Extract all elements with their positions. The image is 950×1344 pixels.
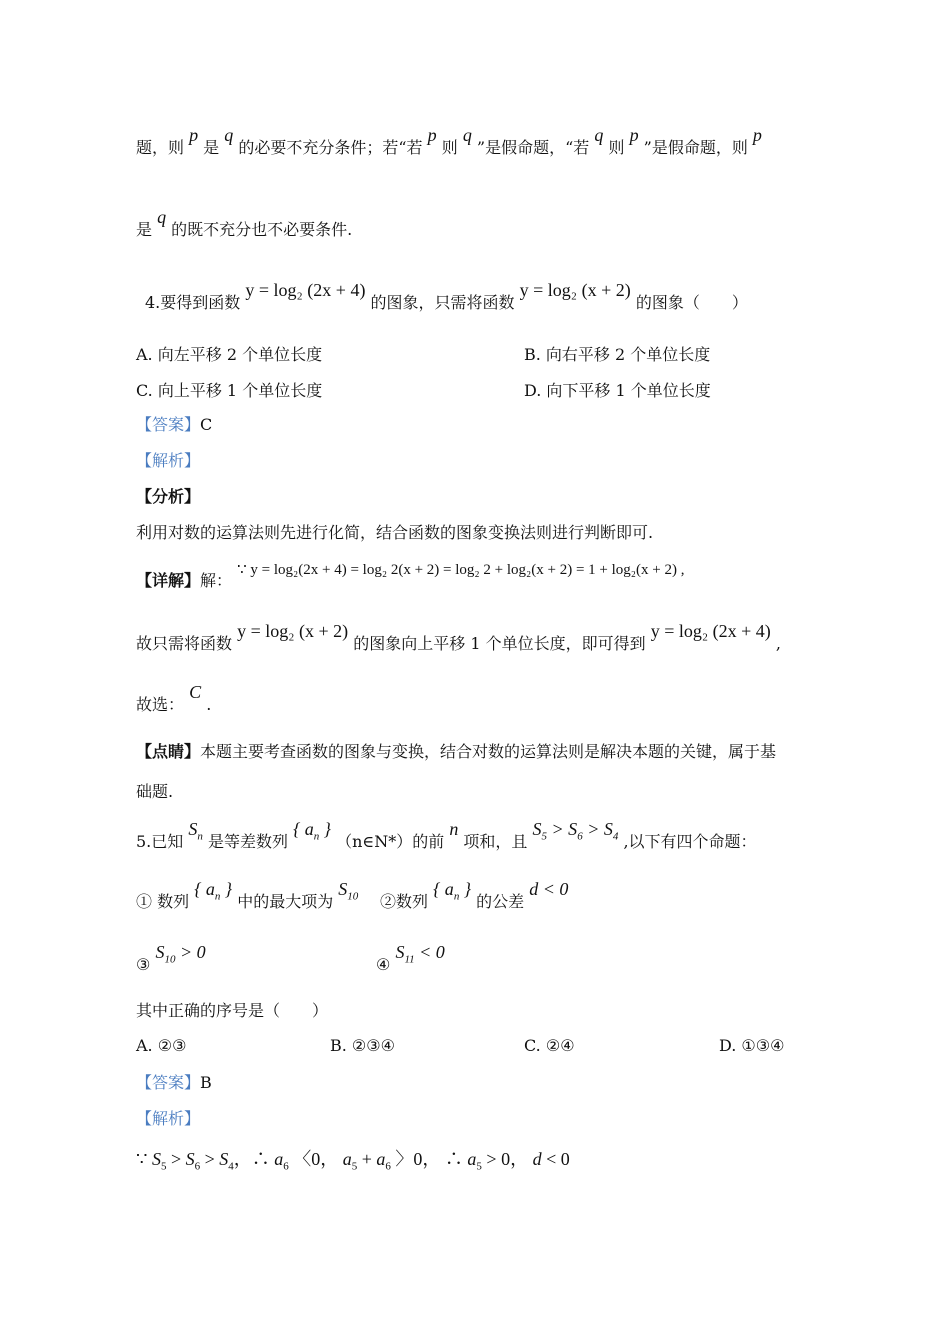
q4-detail-formula: ∵ y = log₂(2x + 4) = log₂ 2(x + 2) = log₂ 2 + log₂(x + 2) = 1 + log₂(x + 2) , [237,562,685,578]
q4-choose: 故选： C . [136,682,212,714]
q4-option-d: D. 向下平移 1 个单位长度 [524,381,711,400]
q4-comment-1: 【点睛】本题主要考查函数的图象与变换，结合对数的运算法则是解决本题的关键，属于基 [136,742,777,761]
q5-proposition-2: ②数列 { $a_n$ } 的公差 d < 0 [380,879,569,911]
q4-detail-line-2: 故只需将函数 y = log₂ (x + 2) 的图象向上平移 1 个单位长度，即可得到 y = log₂ (2x + 4) , [136,621,781,653]
q5-analysis-formula: ∵ $S_5 > S_6 > S_4$，∴ $a_6$ 〈0， $a_5 + a_6$ 〉0， ∴ $a_5 > 0$， d < 0 [136,1149,570,1173]
q4-comment-2: 础题. [136,782,174,801]
continuation-line-1: 题，则 p 是 q 的必要不充分条件；若“若 p 则 q ”是假命题，“若 q 则 p ”是假命题，则 p [136,125,762,157]
q5-proposition-3: ③ $S_{10} > 0$ [136,942,206,974]
q4-option-c: C. 向上平移 1 个单位长度 [136,381,323,400]
q5-ask: 其中正确的序号是（ ） [136,1001,329,1020]
q5-option-a: A. ②③ [136,1036,187,1055]
q4-fenxi-text: 利用对数的运算法则先进行化简，结合函数的图象变换法则进行判断即可. [136,523,654,542]
q4-detail: 【详解】解： ∵ y = log₂(2x + 4) = log₂ 2(x + 2) = log₂ 2 + log₂(x + 2) = 1 + log₂(x + 2) , [136,562,685,590]
q4-option-b: B. 向右平移 2 个单位长度 [524,345,711,364]
q4-fenxi-tag: 【分析】 [136,487,201,506]
q5-option-d: D. ①③④ [719,1036,785,1055]
q5-option-c: C. ②④ [524,1036,575,1055]
q4-analysis-tag: 【解析】 [136,451,201,470]
q4-option-a: A. 向左平移 2 个单位长度 [136,345,323,364]
q4-formula-1: y = log₂ (2x + 4) [245,280,366,300]
q5-proposition-4: ④ $S_{11} < 0$ [376,942,445,974]
q5-analysis-tag: 【解析】 [136,1109,201,1128]
q4-formula-2: y = log₂ (x + 2) [519,280,631,300]
continuation-line-2: 是 q 的既不充分也不必要条件. [136,207,353,239]
q5-stem: 5.已知 $S_n$ 是等差数列 { $a_n$ } （n∈N*）的前 n 项和，且 $S_5 > S_6 > S_4$ ,以下有四个命题： [136,819,757,851]
q5-answer: 【答案】B [136,1073,212,1092]
q5-option-b: B. ②③④ [330,1036,395,1055]
q5-proposition-1: ① 数列 { $a_n$ } 中的最大项为 $S_{10}$ [136,879,359,911]
q4-stem: 4.要得到函数 y = log₂ (2x + 4) 的图象，只需将函数 y = log₂ (x + 2) 的图象（ ） [145,280,748,312]
q4-answer: 【答案】C [136,415,213,434]
